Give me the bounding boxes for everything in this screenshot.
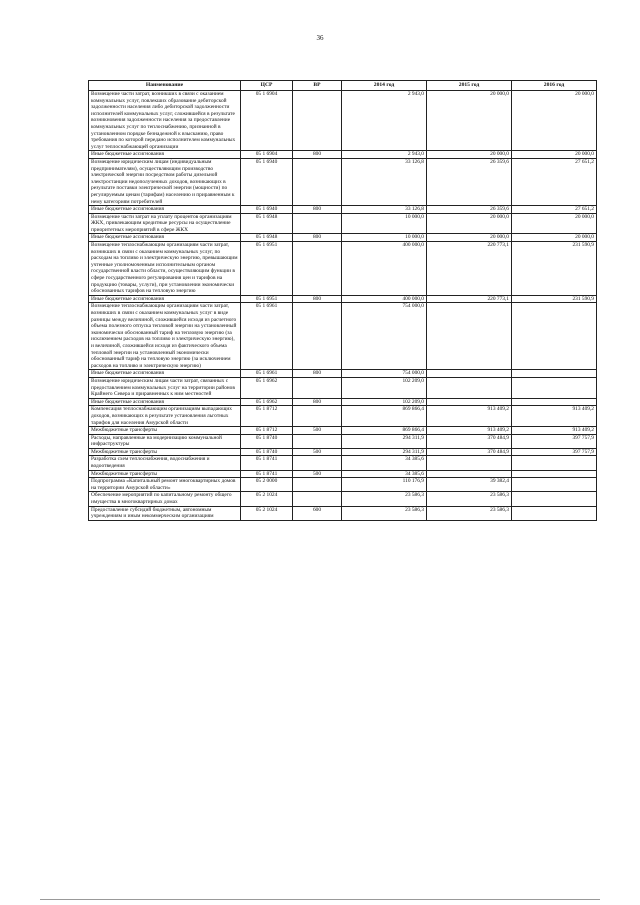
header-2015: 2015 год [427, 81, 512, 91]
cell-name: Иные бюджетные ассигнования [89, 295, 241, 303]
table-row [89, 448, 597, 456]
cell-name: Компенсация теплоснабжающим организациям выпадающих доходов, возникающих в результате установления льготных тарифов для населения Амурской области [89, 406, 241, 427]
table-row [89, 434, 597, 448]
cell-y2015: 39 382,4 [427, 478, 512, 492]
cell-y2016: 397 757,9 [512, 448, 597, 456]
table-row [89, 206, 597, 214]
table-row [89, 456, 597, 470]
cell-y2015: 20 000,0 [427, 151, 512, 159]
cell-y2014: 294 311,9 [342, 434, 427, 448]
cell-name: Разработка схем теплоснабжения, водоснабжения и водоотведения [89, 456, 241, 470]
cell-y2015 [427, 303, 512, 370]
cell-y2014: 102 209,0 [342, 398, 427, 406]
bottom-divider [40, 899, 600, 900]
cell-y2016: 27 651,2 [512, 206, 597, 214]
cell-csr: 05 1 6951 [241, 295, 293, 303]
cell-csr: 05 2 1024 [241, 492, 293, 506]
cell-y2014: 2 943,0 [342, 151, 427, 159]
cell-csr: 05 1 8712 [241, 406, 293, 427]
cell-vr [293, 456, 342, 470]
cell-vr: 800 [293, 151, 342, 159]
table-row [89, 398, 597, 406]
cell-y2016: 20 000,0 [512, 91, 597, 151]
cell-y2016 [512, 398, 597, 406]
cell-y2015 [427, 456, 512, 470]
table-row [89, 478, 597, 492]
cell-name: Предоставление субсидий бюджетным, автономным учреждениям и иным некоммерческим организациям [89, 506, 241, 520]
cell-y2015: 370 484,9 [427, 434, 512, 448]
header-csr: ЦСР [241, 81, 293, 91]
cell-y2014: 2 943,0 [342, 91, 427, 151]
cell-csr: 05 1 6948 [241, 213, 293, 234]
cell-vr: 500 [293, 470, 342, 478]
cell-y2016 [512, 470, 597, 478]
table-row [89, 303, 597, 370]
cell-y2016: 27 651,2 [512, 158, 597, 205]
cell-y2016 [512, 478, 597, 492]
cell-vr [293, 377, 342, 398]
cell-name: Межбюджетные трансферты [89, 448, 241, 456]
cell-vr [293, 158, 342, 205]
cell-y2015 [427, 470, 512, 478]
cell-y2016: 20 000,0 [512, 151, 597, 159]
cell-name: Обеспечение мероприятий по капитальному ремонту общего имущества в многоквартирных домах [89, 492, 241, 506]
cell-y2015: 26 359,6 [427, 158, 512, 205]
cell-name: Иные бюджетные ассигнования [89, 398, 241, 406]
cell-vr [293, 91, 342, 151]
cell-name: Возмещение юридическим лицам части затрат, связанных с предоставлением коммунальных услуг на территории районов Крайнего Севера и приравненных к ним местностей [89, 377, 241, 398]
cell-y2015: 913 409,2 [427, 427, 512, 435]
cell-y2015: 23 586,3 [427, 506, 512, 520]
cell-y2016: 913 409,2 [512, 427, 597, 435]
cell-name: Иные бюджетные ассигнования [89, 206, 241, 214]
cell-name: Иные бюджетные ассигнования [89, 151, 241, 159]
cell-y2014: 10 000,0 [342, 213, 427, 234]
cell-csr: 05 1 8740 [241, 448, 293, 456]
cell-vr [293, 242, 342, 296]
table-row [89, 91, 597, 151]
table-row [89, 377, 597, 398]
table-row [89, 295, 597, 303]
table-row [89, 506, 597, 520]
cell-y2015: 220 773,1 [427, 242, 512, 296]
cell-vr: 800 [293, 234, 342, 242]
cell-vr [293, 303, 342, 370]
table-row [89, 427, 597, 435]
page-number: 36 [316, 34, 324, 42]
cell-vr [293, 478, 342, 492]
cell-vr: 600 [293, 506, 342, 520]
cell-csr: 05 2 1024 [241, 506, 293, 520]
table-row [89, 470, 597, 478]
cell-y2016 [512, 377, 597, 398]
cell-y2015: 913 409,2 [427, 406, 512, 427]
cell-vr: 800 [293, 398, 342, 406]
cell-name: Межбюджетные трансферты [89, 427, 241, 435]
table-row [89, 158, 597, 205]
cell-y2016: 231 590,9 [512, 242, 597, 296]
budget-table [88, 80, 597, 521]
cell-y2015 [427, 370, 512, 378]
header-vr: ВР [293, 81, 342, 91]
cell-y2015: 23 586,3 [427, 492, 512, 506]
cell-y2014: 34 385,6 [342, 456, 427, 470]
cell-name: Иные бюджетные ассигнования [89, 370, 241, 378]
cell-y2016: 20 000,0 [512, 234, 597, 242]
cell-csr: 05 1 6962 [241, 398, 293, 406]
header-2016: 2016 год [512, 81, 597, 91]
cell-name: Возмещение теплоснабжающим организациям части затрат, возникших в связи с оказанием коммунальных услуг в виде разницы между величиной, сложившейся исходя из расчетного объема полезного отпуска тепловой энергии на установленный экономически обоснованный тариф на тепловую энергию (за исключением расходов на топливо и электрическую энергию), и величиной, сложившейся исходя из фактического объема тепловой энергии на установленный экономически обоснованный тариф на тепловую энергию (за исключением расходов на топливо и электрическую энергию) [89, 303, 241, 370]
cell-vr [293, 434, 342, 448]
cell-vr [293, 406, 342, 427]
cell-y2016: 231 590,9 [512, 295, 597, 303]
table-row [89, 370, 597, 378]
cell-y2015: 20 000,0 [427, 234, 512, 242]
cell-y2014: 110 176,9 [342, 478, 427, 492]
cell-y2014: 294 311,9 [342, 448, 427, 456]
cell-vr: 800 [293, 206, 342, 214]
cell-csr: 05 1 8741 [241, 456, 293, 470]
cell-y2014: 869 866,4 [342, 427, 427, 435]
cell-csr: 05 1 6961 [241, 303, 293, 370]
header-2014: 2014 год [342, 81, 427, 91]
cell-csr: 05 2 0000 [241, 478, 293, 492]
cell-csr: 05 1 6940 [241, 158, 293, 205]
cell-y2014: 400 000,0 [342, 242, 427, 296]
cell-name: Возмещение части затрат, возникших в связи с оказанием коммунальных услуг, повлекших образование дебиторской задолженности населения либо дебиторской задолженности исполнителей коммунальных услуг, сложившейся в результате возникновения задолженности населения за предоставление коммунальных услуг по теплоснабжению, признанной в установленном порядке безнадежной к взысканию, право требования по которой передано исполнителем коммунальных услуг теплоснабжающей организации [89, 91, 241, 151]
cell-y2015: 26 359,6 [427, 206, 512, 214]
cell-y2014: 23 586,3 [342, 492, 427, 506]
cell-y2014: 754 000,0 [342, 370, 427, 378]
cell-csr: 05 1 8712 [241, 427, 293, 435]
cell-y2015: 370 484,9 [427, 448, 512, 456]
cell-name: Возмещение юридическим лицам (индивидуальным предпринимателям), осуществляющим производство электрической энергии посредством работы дизельной электростанции недополученных доходов, возникающих в результате поставки электрической энергии (мощности) по регулируемым ценам (тарифам) населению и приравненным к нему категориям потребителей [89, 158, 241, 205]
table-row [89, 242, 597, 296]
table-body [89, 91, 597, 521]
cell-y2014: 34 385,6 [342, 470, 427, 478]
cell-csr: 05 1 6951 [241, 242, 293, 296]
cell-vr: 500 [293, 427, 342, 435]
cell-name: Расходы, направленные на модернизацию коммунальной инфраструктуры [89, 434, 241, 448]
table-header-row [89, 81, 597, 91]
cell-name: Подпрограмма «Капитальный ремонт многоквартирных домов на территории Амурской области» [89, 478, 241, 492]
table-row [89, 492, 597, 506]
cell-y2015: 20 000,0 [427, 91, 512, 151]
cell-y2016 [512, 492, 597, 506]
cell-y2016: 913 409,2 [512, 406, 597, 427]
cell-y2015 [427, 377, 512, 398]
cell-name: Возмещение теплоснабжающим организациям части затрат, возникших в связи с оказанием коммунальных услуг, по расходам на топливо и электрическую энергию, превышающим учтенные уполномоченным исполнительным органом государственной власти области, осуществляющим функции в сфере государственного регулирования цен и тарифов на продукцию (товары, услуги), при установлении экономически обоснованных тарифов на тепловую энергию [89, 242, 241, 296]
header-name: Наименование [89, 81, 241, 91]
cell-y2014: 869 866,4 [342, 406, 427, 427]
cell-csr: 05 1 6904 [241, 91, 293, 151]
cell-y2014: 400 000,0 [342, 295, 427, 303]
table-row [89, 234, 597, 242]
cell-csr: 05 1 6962 [241, 377, 293, 398]
cell-y2014: 23 586,3 [342, 506, 427, 520]
cell-vr [293, 213, 342, 234]
cell-y2016 [512, 456, 597, 470]
cell-y2016 [512, 303, 597, 370]
cell-y2015 [427, 398, 512, 406]
cell-y2016 [512, 370, 597, 378]
cell-vr: 500 [293, 448, 342, 456]
cell-y2016 [512, 506, 597, 520]
table-row [89, 151, 597, 159]
cell-y2014: 754 000,0 [342, 303, 427, 370]
cell-name: Возмещение части затрат на уплату процентов организациям ЖКХ, привлекающим кредитные ресурсы на осуществление приоритетных мероприятий в сфере ЖКХ [89, 213, 241, 234]
cell-name: Иные бюджетные ассигнования [89, 234, 241, 242]
cell-csr: 05 1 6940 [241, 206, 293, 214]
cell-vr [293, 492, 342, 506]
cell-csr: 05 1 8741 [241, 470, 293, 478]
cell-csr: 05 1 8740 [241, 434, 293, 448]
cell-y2014: 33 126,8 [342, 206, 427, 214]
cell-y2014: 10 000,0 [342, 234, 427, 242]
cell-csr: 05 1 6904 [241, 151, 293, 159]
table-row [89, 213, 597, 234]
cell-y2016: 20 000,0 [512, 213, 597, 234]
cell-vr: 800 [293, 295, 342, 303]
cell-y2014: 102 209,0 [342, 377, 427, 398]
cell-csr: 05 1 6948 [241, 234, 293, 242]
cell-csr: 05 1 6961 [241, 370, 293, 378]
cell-y2015: 20 000,0 [427, 213, 512, 234]
cell-name: Межбюджетные трансферты [89, 470, 241, 478]
cell-y2015: 220 773,1 [427, 295, 512, 303]
table-row [89, 406, 597, 427]
cell-y2016: 397 757,9 [512, 434, 597, 448]
cell-y2014: 33 126,8 [342, 158, 427, 205]
cell-vr: 800 [293, 370, 342, 378]
